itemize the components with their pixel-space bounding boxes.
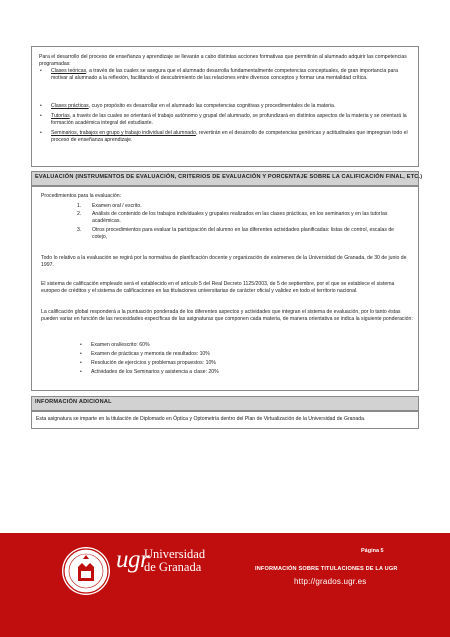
evaluation-paragraph: La calificación global responderá a la puntuación ponderada de los diferentes aspectos y actividades que integran el sistema de evaluación, por lo tanto éstas pueden variar en función de las necesidades específicas de las asignaturas que componen cada materia, de manera orientativa se indica la siguiente ponderación: bbox=[41, 309, 413, 322]
procedure-number: 2. bbox=[77, 211, 82, 217]
methodology-item bbox=[51, 103, 413, 110]
procedure-text: Análisis de contenido de los trabajos individuales y grupales realizados en las clases prácticas, en los seminarios y en las tutorías académicas. bbox=[92, 211, 388, 224]
weight-item: Resolución de ejercicios y problemas propuestos: 10% bbox=[91, 360, 216, 366]
university-seal-icon bbox=[62, 547, 110, 595]
evaluation-header-text: EVALUACIÓN (INSTRUMENTOS DE EVALUACIÓN, CRITERIOS DE EVALUACIÓN Y PORCENTAJE SOBRE LA CALIFICACIÓN FINAL, ETC.) bbox=[35, 174, 423, 180]
procedures-title: Procedimientos para la evaluación: bbox=[41, 193, 122, 199]
methodology-item bbox=[51, 68, 413, 82]
weight-item: Actividades de los Seminarios y asistencia a clase: 20% bbox=[91, 369, 219, 375]
evaluation-paragraph: El sistema de calificación empleado será el establecido en el artículo 5 del Real Decreto 1125/2003, de 5 de septiembre, por el que se establece el sistema europeo de créditos y el sistema de calificaciones en las titulaciones universitarias de carácter oficial y validez en todo el territorio nacional. bbox=[41, 281, 395, 294]
bullet-icon: • bbox=[40, 130, 42, 136]
item-text: , revertirán en el desarrollo de competencias genéricas y actitudinales que impregnan todo el proceso de enseñanza aprendizaje. bbox=[51, 130, 408, 143]
ugr-logo-text: ugr bbox=[116, 546, 150, 573]
item-term: Tutorías bbox=[51, 113, 70, 119]
bullet-icon: • bbox=[80, 342, 82, 348]
bullet-icon: • bbox=[40, 68, 42, 74]
evaluation-header bbox=[31, 171, 423, 186]
methodology-item bbox=[51, 130, 413, 144]
procedure-number: 3. bbox=[77, 227, 82, 233]
procedure-text: Otros procedimientos para evaluar la participación del alumno en las diferentes actividades planificadas: listas de control, escalas de cotejo, bbox=[92, 227, 395, 240]
additional-info-header bbox=[31, 396, 419, 411]
item-term: Clases prácticas bbox=[51, 103, 89, 109]
additional-info-text: Esta asignatura se imparte en la titulación de Diplomado en Óptica y Optometría dentro del Plan de Virtualización de la Universidad de Granada. bbox=[36, 416, 366, 422]
item-term: Clases teóricas bbox=[51, 68, 87, 74]
weight-item: Examen oral/escrito: 60% bbox=[91, 342, 150, 348]
item-text: , a través de las cuales se asegura que el alumnado desarrolla fundamentalmente competencias conceptuales, de gran importancia para motivar al alumnado a la reflexión, facilitando el descubrimiento de las relaciones entre diversos conceptos y formar una mentalidad crítica. bbox=[51, 68, 398, 81]
item-text: , cuyo propósito es desarrollar en el alumnado las competencias cognitivas y procedimentales de la materia. bbox=[88, 103, 336, 109]
university-name-line: de Granada bbox=[144, 560, 202, 574]
methodology-item bbox=[51, 113, 413, 127]
bullet-icon: • bbox=[40, 103, 42, 109]
page-number: Página 5 bbox=[361, 548, 384, 554]
procedure-text: Examen oral / escrito. bbox=[92, 203, 142, 209]
bullet-icon: • bbox=[40, 113, 42, 119]
procedure-number: 1. bbox=[77, 203, 82, 209]
item-text: , a través de las cuales se orientará el trabajo autónomo y grupal del alumnado, se profundizará en distintos aspectos de la materia y se orientará la formación académica integral del estudiante. bbox=[51, 113, 407, 126]
weight-item: Examen de prácticas y memoria de resultados: 10% bbox=[91, 351, 210, 357]
bullet-icon: • bbox=[80, 369, 82, 375]
university-name-line: Universidad bbox=[144, 547, 206, 561]
methodology-intro: Para el desarrollo del proceso de enseñanza y aprendizaje se llevarán a cabo distintas acciones formativas que permitirán al alumnado adquirir las competencias programadas: bbox=[39, 54, 407, 67]
bullet-icon: • bbox=[80, 351, 82, 357]
footer-url-link[interactable]: http://grados.ugr.es bbox=[294, 577, 367, 586]
bullet-icon: • bbox=[80, 360, 82, 366]
university-name bbox=[144, 548, 205, 574]
additional-info-header-text: INFORMACIÓN ADICIONAL bbox=[35, 399, 112, 405]
footer-info: INFORMACIÓN SOBRE TITULACIONES DE LA UGR bbox=[255, 566, 398, 572]
evaluation-paragraph: Todo lo relativo a la evaluación se regirá por la normativa de planificación docente y organización de exámenes de la Universidad de Granada, de 30 de junio de 1997. bbox=[41, 255, 407, 268]
item-term: Seminarios, trabajos en grupo y trabajo individual del alumnado bbox=[51, 130, 196, 136]
